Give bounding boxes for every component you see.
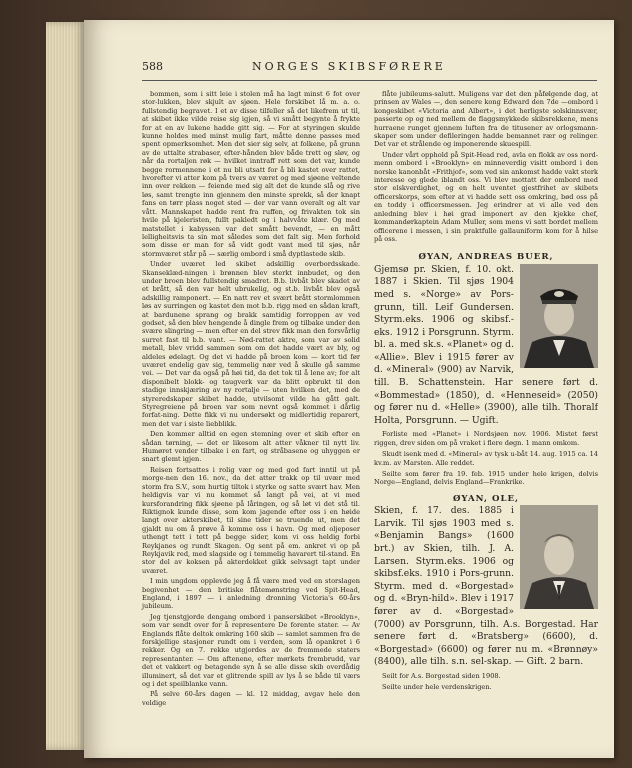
biography-ole-oyan [374,487,598,692]
paragraph: Reisen fortsattes i rolig vær og med god fart inntil ut på morge-nen den 16. nov., da det atter trakk op til uvær med storm fra S.V., som hurtig tiltok i styrke og satte svært hav. Men heldigvis var vi nu kommet så langt på vei, at vi med kursforandring fikk sjøene på låringen, og så løt vi det stå til. Riktignok kunde disse, som kom jagende efter oss i en høide langt over akterskibet, til sine tider se truende ut, men det gjaldt nu om å prøve å komme oss i havn. Og med oljeposer uthengt tett i tett på begge sider, kom vi oss heldig forbi Reykjanes og rundt Skagen. Og sent på em. ankret vi op på Reykjavik red, med slagside og i temmelig havarert til-stand. En stor del av koksen på akterdekket gikk selvsagt tapt under uværet. [142,465,360,575]
paragraph: Under vårt opphold på Spit-Head red, avla en flokk av oss nord-menn ombord i «Brooklyn» en minneverdig visitt ombord i den norske kanonbåt «Frithjof», som ved sin ankomst hadde vakt sterk interesse og glede iblandt oss. Vi blev mottatt der ombord med stor elskverdighet, og en helt uventet gjestfrihet av skibets officerskorps, som efter at vi hadde sett oss omkring, bød oss på en toddy i officersmessen. Jeg erindrer at vi alle ved den anledning blev i høi grad imponert av den kjekke chef, kommandørkaptein Adam Muller, som mens vi satt bordet mellem officerene i messen, i sin praktfulle gallauniform kom for å hilse på oss. [374,150,598,243]
bio-note: Forliste med «Planet» i Nordsjøen nov. 1906. Mistet først riggen, drev siden om på vraket i flere døgn. 1 mann omkom. [374,430,598,447]
bio-note: Seilte under hele verdenskrigen. [382,683,492,692]
paragraph: Under uværet led skibet adskillig overbordsskade. Skanseklæd-ningen i brønnen blev sterkt innbudet, og den under broen blev fullstendig smadret. B.b. livbåt blev skadet av et brått, så den var helt ubrukelig, og st.b. livbåt blev også adskillig ramponert. — En natt rev et svært brått stormlommen løs av surringen og kastet den mot b.b. rigg med en sådan kraft, at bardunene sprang og brakk samtidig forroppen av ved godset, så den blev hengende å dingle frem og tilbake under den svære slingring — men efter en del strev fikk man den forsvårlig surret fast til b.b. vant. — Nød-rattet aktre, som var av solid metall, blev vridd sammen som om det hadde vært av bly, og aldeles ødelagt. Og det vi hadde på broen kom — kort tid før uværet endelig gav sig, temmelig nær ved å skulle gå samme vei. — Det var da også på høi tid, da det tok til å lene av; for alt disponibelt blokk- og taugverk var da blitt opbrukt til den stadige innskjæring av ny rortalje — uten hvilken det, med de styreredskaper skibet hadde, utvilsomt vilde ha gått galt. Styregreiene på broen var som nevnt også kommet i dårlig forfat-ning. Dette fikk vi nu undersøkt og midlertidig reparert, men det var i siste liebblikk. [142,260,360,428]
bio-name: ØYAN, ANDREAS BUER, [418,252,554,263]
paragraph: flåte jubileums-salutt. Muligens var det den påfølgende dag, at prinsen av Wales —, den senere kong Edward den 7de —ombord i kongeskibet «Victoria and Albert», i det herligste solskinnsvær, passerte op og ned mellem de flaggsmykkede skibsrekkene, mens hurraene runget gjennem luften fra de titusener av orlogsmann-skaper som under defileringen hadde bemannet rær og relinger. Det var et strålende og imponerende skuespill. [374,90,598,149]
portrait-man-image [520,505,598,609]
portrait-photo [520,264,598,368]
portrait-captain-image [520,264,598,368]
bio-note: Seilte som fører fra 19. feb. 1915 under hele krigen, delvis Norge—England, delvis England—Frankrike. [374,470,598,487]
page-edges [46,22,86,750]
running-title: NORGES SKIBSFØRERE [252,60,446,73]
paragraph: Den kommer alltid en egen stemning over et skib efter en sådan tørning, — det er likesom alt atter våkner til nytt liv. Humøret vender tilbake i en fart, og stråbasene og uhyggen er snart glemt igjen. [142,430,360,464]
paragraph: På selve 60-års dagen — kl. 12 middag, avgav hele den veldige [142,690,360,707]
left-column [142,90,360,709]
paragraph: bommen, som i sitt leie i stolen må ha lagt minst 6 fot over stor-lukken, blev skjult av sjøen. Hele forskibet lå m. a. o. fullstendig begravet. I et av disse tilfeller så det likefrem ut til, at skibet ikke vilde reise sig igjen, så vi smått begynte å frykte for at en av lukene hadde gitt sig. — For at styringen skulde kunne holdes med minst mulig fart, måtte denne passes med spent opmerksomhet. Men det sier sig selv, at folkene, på grunn av de uttalte strabaser, efter-hånden blev både trett og sløv, og når da rortaljen røk — hvilket inntraff rett som det var, kunde begge rormennene i et nu bli utsatt for å bli kastet over rattet, hvorefter vi atter kom på tvers av været og med sjøene veltende inn over rekken — feiende med sig alt det de kunde slå og rive løs, samt trengte inn gjennem den minste sprekk, så der knapt fans en tørr plass noget sted — der var vann overalt og alt var vått. Mannskapet hadde rent fra ruffen, og frivakten tok sin hvile på kjeleristen, fullt pakledt og i halvvåte klær. Og med matstellet i kabyssen var det smått bevendt, — en mått lelligheitsvis ta sin mat således som det falt sig. Men forhold som disse er man for så vidt godt vant med til sjøs, når stormværet står på — særlig ombord i små dyptlastede skib. [142,90,360,258]
bio-text: Gjemsø pr. Skien, f. 10. okt. 1887 i Skien. Til sjøs 1904 med s. «Norge» av Pors-grunn, till. Leif Gundersen. Styrm.eks. 1906 og skibsf.-eks. 1912 i Porsgrunn. Styrm. bl. a. med sk.s. «Planet» og d. «Allie». Blev i 1915 fører av d. «Mineral» (900) av Narvik, till. B. Schattenstein. Har senere ført d. «Bommestad» (1850), d. «Henneseid» (2050) og fører nu d. «Helle» (3900), alle tilh. Thoralf Holta, Porsgrunn. — Ugift. [374,263,598,426]
bio-name: ØYAN, OLE, [452,493,520,504]
paragraph: Jeg tjenstgjorde dengang ombord i panserskibet «Brooklyn», som var sendt over for å representere De forente stater. — Av Englands flåte deltok omkring 160 skib — samlet sammen fra de forskjellige stasjoner rundt om i verden, som lå opankret i 6 rekker. Og en 7. rekke utgjordes av de fremmede staters representanter. — Om aftenene, efter mørkets frembrudd, var det et vakkert og betagende syn å se alle disse skib overdådig illuminert, så det var et glitrende spill av lys å se både til værs og i det speilblanke vann. [142,612,360,689]
paragraph: I min ungdom opplevde jeg å få være med ved en storslagen begivenhet — den britiske flåtemønstring ved Spit-Head, England, i 1897 — i anledning dronning Victoria's 60-års jubileum. [142,577,360,611]
biography-andreas-buer-oyan [374,245,598,487]
portrait-photo [520,505,598,609]
bio-note: Seilt for A.s. Borgestad siden 1908. [382,672,501,680]
page-header [142,60,597,80]
bio-text: Skien, f. 17. des. 1885 i Larvik. Til sjøs 1903 med s. «Benjamin Bangs» (1600 brt.) av Skien, tilh. J. A. Larsen. Styrm.eks. 1906 og skibsf.eks. 1910 i Pors-grunn. Styrm. med d. «Borgestad» og d. «Bryn-hild». Blev i 1917 fører av d. «Borgestad» (7000) av Porsgrunn, tilh. A.s. Borgestad. Har senere ført d. «Bratsberg» (6600), d. «Borgestad» (6600) og fører nu m. «Brønnøy» (8400), alle tilh. s.n. sel-skap. — Gift. 2 barn. [374,505,598,668]
bio-note: Skudt isenk med d. «Mineral» av tysk u-båt 14. aug. 1915 ca. 14 kv.m. av Marsten. Alle reddet. [374,450,598,467]
page-number: 588 [142,60,163,73]
header-rule [142,80,597,81]
book-page [84,20,614,758]
right-column [374,90,598,692]
